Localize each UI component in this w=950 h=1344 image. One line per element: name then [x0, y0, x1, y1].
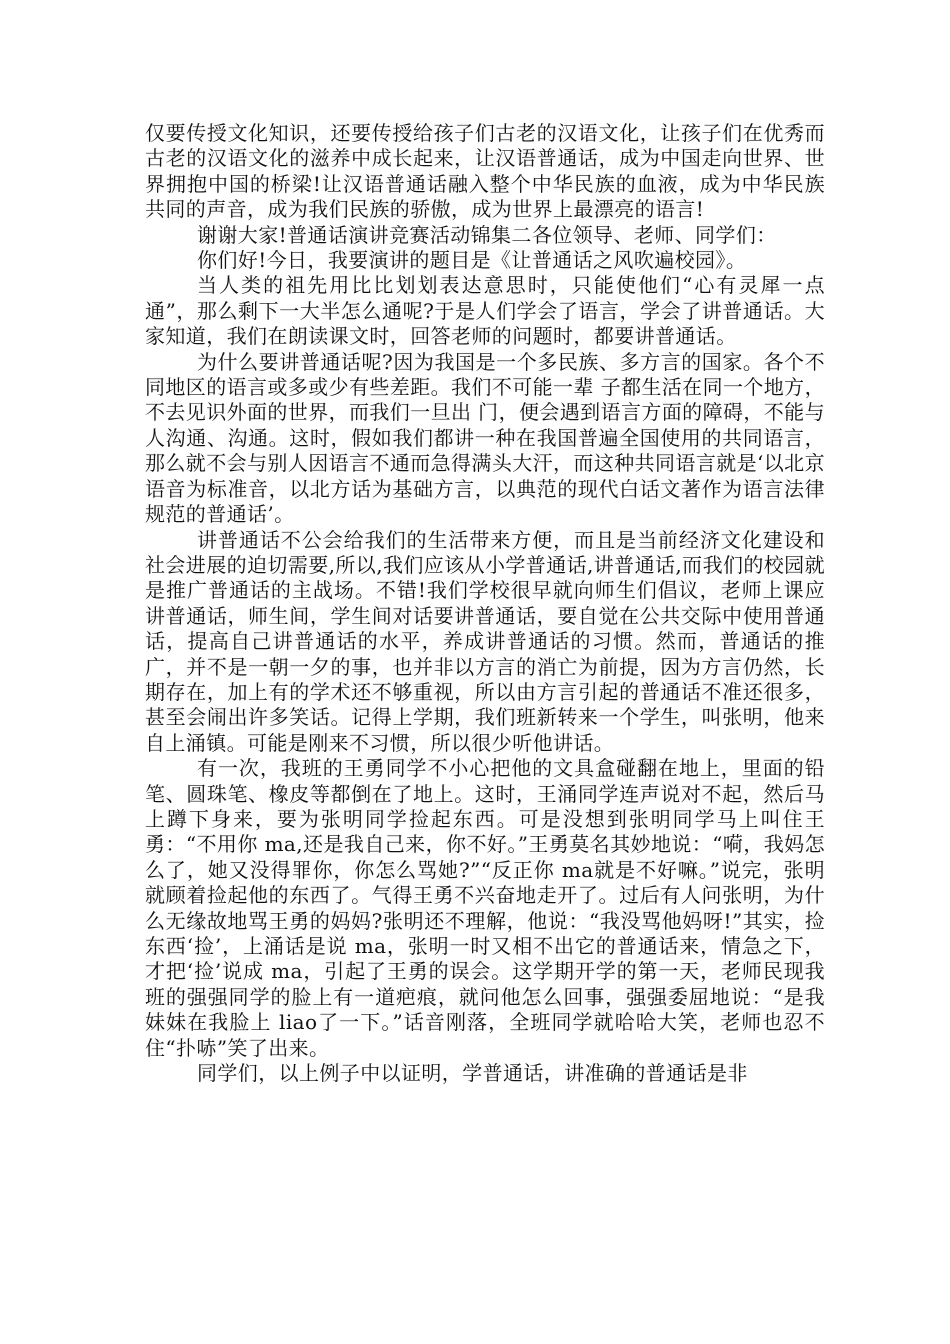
paragraph-2: 谢谢大家!普通话演讲竞赛活动锦集二各位领导、老师、同学们：	[197, 222, 777, 247]
paragraph-5: 为什么要讲普通话呢?因为我国是一个多民族、多方言的国家。各个不同地区的语言或多或少有些差距。我们不可能一辈 子都生活在同一个地方，不去见识外面的世界，而我们一旦出 门，便会遇到语言方面的障碍，不能与人沟通、沟通。这时，假如我们都讲一种在我国普遍全国使用的共同语言，那么就不会与别人因语言不通而急得满头大汗，而这种共同语言就是‘以北京语音为标准音，以北方话为基础方言，以典范的现代白话文著作为语言法律规范的普通话’。	[145, 349, 825, 527]
paragraph-6: 讲普通话不公会给我们的生活带来方便，而且是当前经济文化建设和社会进展的迫切需要,所以,我们应该从小学普通话,讲普通话,而我们的校园就是推广普通话的主战场。不错!我们学校很早就向师生们倡议，老师上课应讲普通话，师生间，学生间对话要讲普通话，要自觉在公共交际中使用普通话，提高自己讲普通话的水平，养成讲普通话的习惯。然而，普通话的推广，并不是一朝一夕的事，也并非以方言的消亡为前提，因为方言仍然，长期存在，加上有的学术还不够重视，所以由方言引起的普通话不准还很多，甚至会闹出许多笑话。记得上学期，我们班新转来一个学生，叫张明，他来自上涌镇。可能是刚来不习惯，所以很少听他讲话。	[145, 527, 825, 755]
paragraph-4: 当人类的祖先用比比划划表达意思时，只能使他们“心有灵犀一点通”，那么剩下一大半怎么通呢?于是人们学会了语言，学会了讲普通话。大家知道，我们在朗读课文时，回答老师的问题时，都要讲普通话。	[145, 273, 825, 349]
document-page	[145, 121, 825, 1086]
paragraph-7: 有一次，我班的王勇同学不小心把他的文具盒碰翻在地上，里面的铅笔、圆珠笔、橡皮等都倒在了地上。这时，王涌同学连声说对不起，然后马上蹲下身来，要为张明同学捡起东西。可是没想到张明同学马上叫住王勇：“不用你 ma,还是我自己来，你不好。”王勇莫名其妙地说：“嗬，我妈怎么了，她又没得罪你，你怎么骂她?”“反正你 ma就是不好嘛。”说完，张明就顾着捡起他的东西了。气得王勇不兴奋地走开了。过后有人问张明，为什么无缘故地骂王勇的妈妈?张明还不理解，他说：“我没骂他妈呀!”其实，捡东西‘捡’，上涌话是说 ma，张明一时又相不出它的普通话来，情急之下，才把‘捡’说成 ma，引起了王勇的误会。这学期开学的第一天，老师民现我班的强强同学的脸上有一道疤痕，就问他怎么回事，强强委屈地说：“是我妹妹在我脸上 liao了一下。”话音刚落，全班同学就哈哈大笑，老师也忍不住“扑哧”笑了出来。	[145, 756, 825, 1060]
paragraph-3: 你们好!今日，我要演讲的题目是《让普通话之风吹遍校园》。	[197, 248, 747, 273]
paragraph-1: 仅要传授文化知识，还要传授给孩子们古老的汉语文化，让孩子们在优秀而古老的汉语文化的滋养中成长起来，让汉语普通话，成为中国走向世界、世界拥抱中国的桥梁!让汉语普通话融入整个中华民族的血液，成为中华民族共同的声音，成为我们民族的骄傲，成为世界上最漂亮的语言!	[145, 121, 825, 222]
paragraph-8: 同学们，以上例子中以证明，学普通话，讲准确的普通话是非	[197, 1061, 748, 1086]
